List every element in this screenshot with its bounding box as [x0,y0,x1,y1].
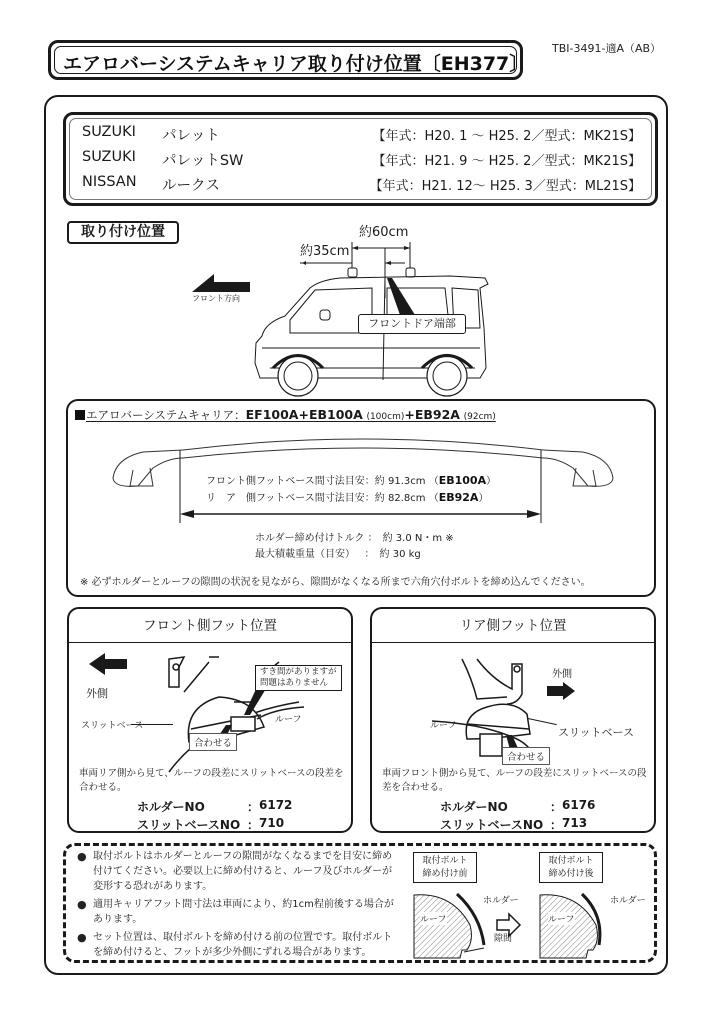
slit-label: スリットベースNO [440,818,544,832]
gap-ok-callout [255,665,342,691]
rear-holder-number [440,798,596,815]
note-text: 適用キャリアフット間寸法は車両により、約1cm程前後する場合があります。 [93,899,394,925]
title-box [48,40,529,80]
carrier-size-2: (92cm) [463,412,496,422]
carrier-model-1: EF100A+EB100A [245,407,363,422]
square-bullet-icon [75,410,85,420]
holder-value: 6176 [562,798,596,812]
gap-callout-line-1: すき間がありますが [260,667,337,677]
holder-label: ホルダーNO [440,800,508,814]
slit-base-label: スリットベース [558,726,635,739]
tightening-note: ※ 必ずホルダーとルーフの隙間の状況を見ながら、隙間がなくなる所まで六角穴付ボルトを締め込んでください。 [80,577,591,588]
vehicle-model: ルークス [162,178,220,194]
bullet-dot-icon: ● [77,931,87,944]
front-foot-model: EB100A [438,474,487,487]
front-foot-panel-title: フロント側フット位置 [69,609,351,643]
vehicle-row [82,149,647,173]
mount-position-label: 取り付け位置 [67,221,179,244]
holder-value: 6172 [259,798,293,812]
note-text: セット位置は、取付ボルトを締め付ける前の位置です。取付ボルトを締め付けると、フットが多少外側にずれる場合があります。 [93,932,393,958]
align-label: 合わせる [189,733,237,751]
roof-label-before: ルーフ [420,912,447,925]
outer-side-arrow-left-icon [89,653,129,675]
front-door-edge-callout: フロントドア端部 [358,314,466,334]
slit-label: スリットベースNO [137,818,241,832]
outer-side-label: 外側 [86,687,108,700]
holder-label-after: ホルダー [610,896,646,906]
vehicle-maker: SUZUKI [82,124,136,140]
torque-label: ホルダー締め付けトルク [255,533,365,544]
rear-foot-label: リ ア 側フットベース間寸法目安：約 [206,493,385,504]
note-bullet [77,849,397,894]
front-holder-number [137,798,293,815]
note-text: 取付ボルトはホルダーとルーフの隙間がなくなるまでを目安に締め付けてください。必要以上に締め付けると、ルーフ及びホルダーが変形する恐れがあります。 [93,851,393,892]
vehicle-model: パレット [162,128,220,144]
car-side-illustration [240,218,500,398]
roof-label-after: ルーフ [548,912,575,925]
note-bullet [77,930,397,960]
page-title: エアロバーシステムキャリア取り付け位置〔EH377〕 [63,53,529,75]
carrier-model-2: +EB92A [404,407,460,422]
rear-foot-model: EB92A [438,491,479,504]
colon: ： [247,818,260,832]
gap-callout-line-2: 問題はありません [260,678,329,688]
front-foot-description: 車両リア側から見て、ルーフの段差にスリットベースの段差を合わせる。 [79,768,344,793]
carrier-heading-prefix: エアロバーシステムキャリア： [86,408,246,422]
roof-label: ルーフ [430,721,457,731]
front-foot-value: 91.3cm [388,476,426,487]
after-label-line-2: 締め付け後 [548,869,594,879]
max-load-value: ： 約 30 kg [364,549,421,560]
rear-foot-diagram [432,649,552,759]
rear-foot-value: 82.8cm [388,493,426,504]
rear-foot-panel [370,607,656,833]
vehicle-spec: 【年式：H21. 9 ～ H25. 2／型式：MK21S】 [372,154,641,169]
after-label-line-1: 取付ボルト [548,856,594,866]
vehicle-maker: SUZUKI [82,149,136,165]
front-slit-base-number [137,816,285,833]
vehicle-row [82,174,647,198]
vehicle-spec: 【年式：H20. 1 ～ H25. 2／型式：MK21S】 [372,129,641,144]
before-label-line-1: 取付ボルト [422,856,468,866]
slit-base-label: スリットベース [81,721,144,731]
colon: ： [550,800,563,814]
vehicle-applicability-box [63,112,658,206]
dimension-35cm: 約35cm [300,244,350,259]
rear-foot-description: 車両フロント側から見て、ルーフの段差にスリットベースの段差を合わせる。 [382,768,647,793]
document-code: TBI-3491-適A（AB） [552,42,662,55]
rear-slit-base-number [440,816,588,833]
colon: ： [247,800,260,814]
vehicle-model: パレットSW [162,153,244,169]
front-foot-label: フロント側フットベース間寸法目安：約 [206,476,385,487]
front-foot-panel [67,607,353,833]
max-load-spec [255,545,421,560]
slit-value: 710 [259,816,285,830]
holder-label-before: ホルダー [483,896,519,906]
carrier-heading [75,407,496,423]
carrier-size-1: (100cm) [366,412,405,422]
rear-foot-distance: リ ア 側フットベース間寸法目安：約 82.8cm （EB92A） [206,491,489,504]
front-direction-label: フロント方向 [192,294,240,303]
vehicle-spec: 【年式：H21. 12～ H25. 3／型式：ML21S】 [369,179,641,194]
torque-spec [255,529,454,544]
vehicle-maker: NISSAN [82,174,137,190]
front-foot-distance: フロント側フットベース間寸法目安：約 91.3cm （EB100A） [206,474,497,487]
roof-label: ルーフ [275,715,302,725]
holder-label: ホルダーNO [137,800,205,814]
torque-value: ： 約 3.0 N・m ※ [367,533,454,544]
before-label-line-2: 締め付け前 [422,869,468,879]
vehicle-row [82,124,647,148]
after-tightening-label [539,852,603,883]
bullet-dot-icon: ● [77,898,87,911]
colon: ： [550,818,563,832]
before-tightening-label [413,852,477,883]
rear-foot-panel-title: リア側フット位置 [372,609,654,643]
outer-side-label: 外側 [552,669,572,680]
align-label: 合わせる [502,747,550,765]
slit-value: 713 [562,816,588,830]
slit-base-leader [131,724,173,725]
bullet-dot-icon: ● [77,850,87,863]
max-load-label: 最大積載重量（目安） [255,549,355,560]
note-bullet [77,897,397,927]
gap-label: 隙間 [494,934,513,944]
dimension-60cm: 約60cm [359,225,409,240]
